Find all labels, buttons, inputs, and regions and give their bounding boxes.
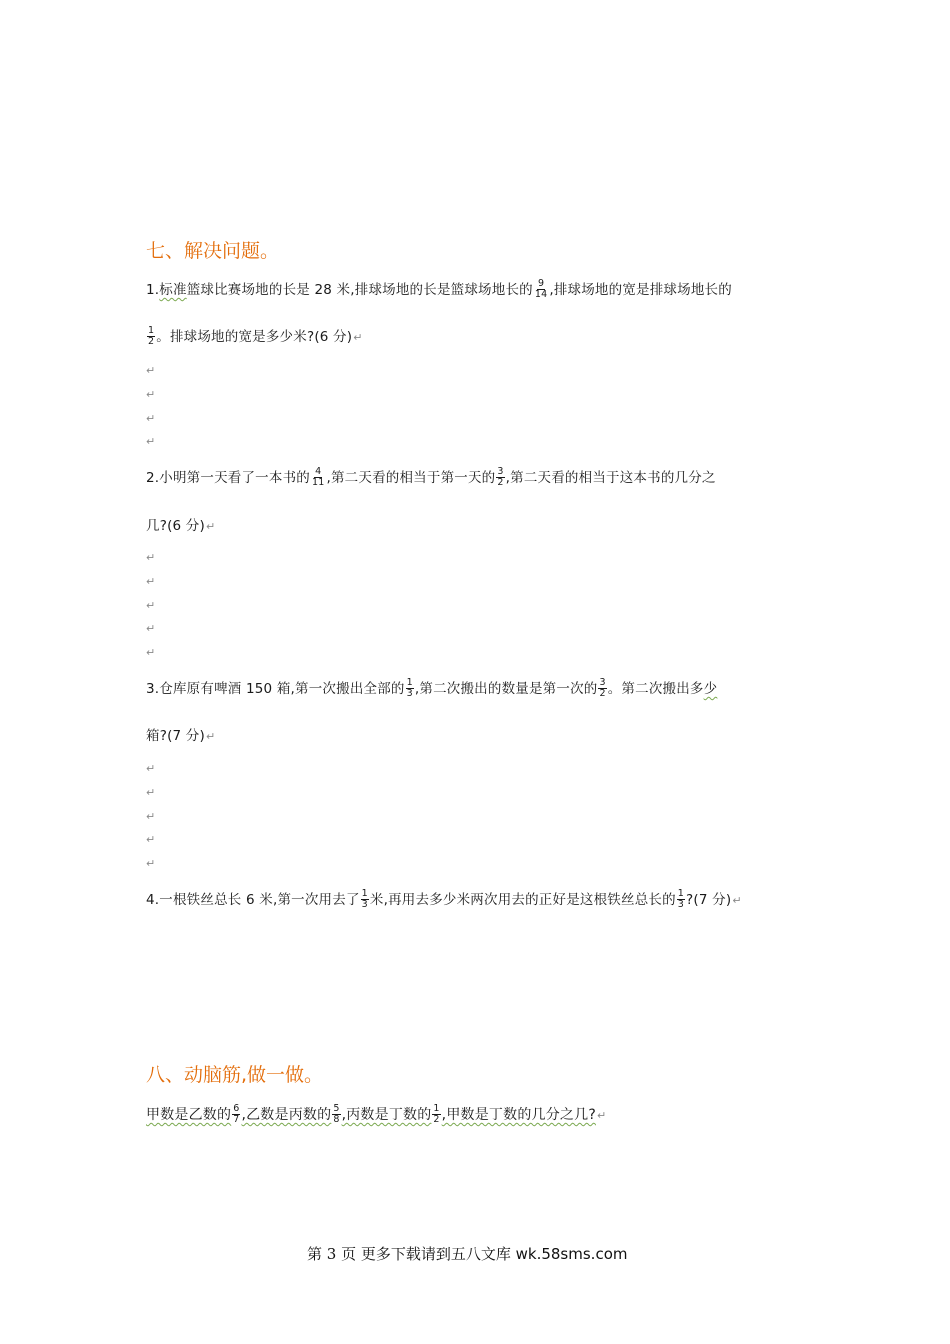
fraction-9-14: $\frac{9}{14}$ bbox=[534, 277, 548, 300]
paragraph-mark: ↵ bbox=[146, 364, 156, 377]
fraction-3-2: $\frac{3}{2}$ bbox=[599, 676, 606, 699]
spellcheck-word: 少 bbox=[703, 681, 718, 697]
paragraph-mark: ↵ bbox=[146, 435, 156, 448]
question-3-line1: 3.仓库原有啤酒 150 箱,第一次搬出全部的 $\frac{1}{3}$ ,第二次搬出的数量是第一次的 $\frac{3}{2}$ 。第二次搬出多少 bbox=[146, 676, 718, 699]
fraction-1-3: $\frac{1}{3}$ bbox=[677, 887, 685, 910]
page-footer: 第 3 页 更多下载请到五八文库 wk.58sms.com bbox=[307, 1245, 628, 1263]
paragraph-mark: ↵ bbox=[146, 857, 156, 870]
paragraph-mark: ↵ bbox=[146, 551, 156, 564]
paragraph-mark: ↵ bbox=[205, 730, 216, 743]
paragraph-mark: ↵ bbox=[146, 833, 156, 846]
question-4-line1: 4.一根铁丝总长 6 米,第一次用去了 $\frac{1}{3}$ 米,再用去多少米两次用去的正好是这根铁丝总长的 $\frac{1}{3}$ ?(7 分)↵ bbox=[146, 887, 742, 910]
paragraph-mark: ↵ bbox=[146, 622, 156, 635]
fraction-6-7: $\frac{6}{7}$ bbox=[233, 1102, 240, 1125]
paragraph-mark: ↵ bbox=[146, 646, 156, 659]
fraction-1-2: $\frac{1}{2}$ bbox=[433, 1102, 440, 1125]
fraction-1-3: $\frac{1}{3}$ bbox=[361, 887, 368, 910]
paragraph-mark: ↵ bbox=[146, 599, 156, 612]
section8-question: 甲数是乙数的 $\frac{6}{7}$ ,乙数是丙数的 $\frac{5}{8}$ ,丙数是丁数的 $\frac{1}{2}$ ,甲数是丁数的几分之几?↵ bbox=[146, 1102, 607, 1125]
paragraph-mark: ↵ bbox=[596, 1109, 607, 1122]
fraction-1-2: $\frac{1}{2}$ bbox=[148, 324, 155, 347]
fraction-5-8: $\frac{5}{8}$ bbox=[333, 1102, 340, 1125]
paragraph-mark: ↵ bbox=[146, 786, 156, 799]
paragraph-mark: ↵ bbox=[146, 412, 156, 425]
fraction-3-2: $\frac{3}{2}$ bbox=[497, 465, 504, 488]
fraction-1-3: $\frac{1}{3}$ bbox=[406, 676, 413, 699]
section8-title: 八、动脑筋,做一做。 bbox=[146, 1064, 324, 1086]
paragraph-mark: ↵ bbox=[205, 520, 216, 533]
paragraph-mark: ↵ bbox=[146, 575, 156, 588]
paragraph-mark: ↵ bbox=[146, 388, 156, 401]
paragraph-mark: ↵ bbox=[146, 810, 156, 823]
question-3-line2: 箱?(7 分)↵ bbox=[146, 728, 216, 744]
question-2-line1: 2.小明第一天看了一本书的 $\frac{4}{11}$ ,第二天看的相当于第一天的 $\frac{3}{2}$ ,第二天看的相当于这本书的几分之 bbox=[146, 465, 716, 488]
fraction-4-11: $\frac{4}{11}$ bbox=[311, 465, 325, 488]
paragraph-mark: ↵ bbox=[353, 331, 363, 344]
section7-title: 七、解决问题。 bbox=[146, 240, 280, 262]
spellcheck-word: 标准 bbox=[159, 282, 187, 298]
footer-site-link[interactable]: wk.58sms.com bbox=[515, 1245, 628, 1263]
paragraph-mark: ↵ bbox=[732, 894, 742, 907]
paragraph-mark: ↵ bbox=[146, 762, 156, 775]
question-1-line2: $\frac{1}{2}$ 。排球场地的宽是多少米?(6 分)↵ bbox=[148, 324, 363, 347]
question-2-line2: 几?(6 分)↵ bbox=[146, 518, 216, 534]
question-1-line1: 1.标准篮球比赛场地的长是 28 米,排球场地的长是篮球场地长的 $\frac{9}{14}$ ,排球场地的宽是排球场地长的 bbox=[146, 277, 732, 300]
